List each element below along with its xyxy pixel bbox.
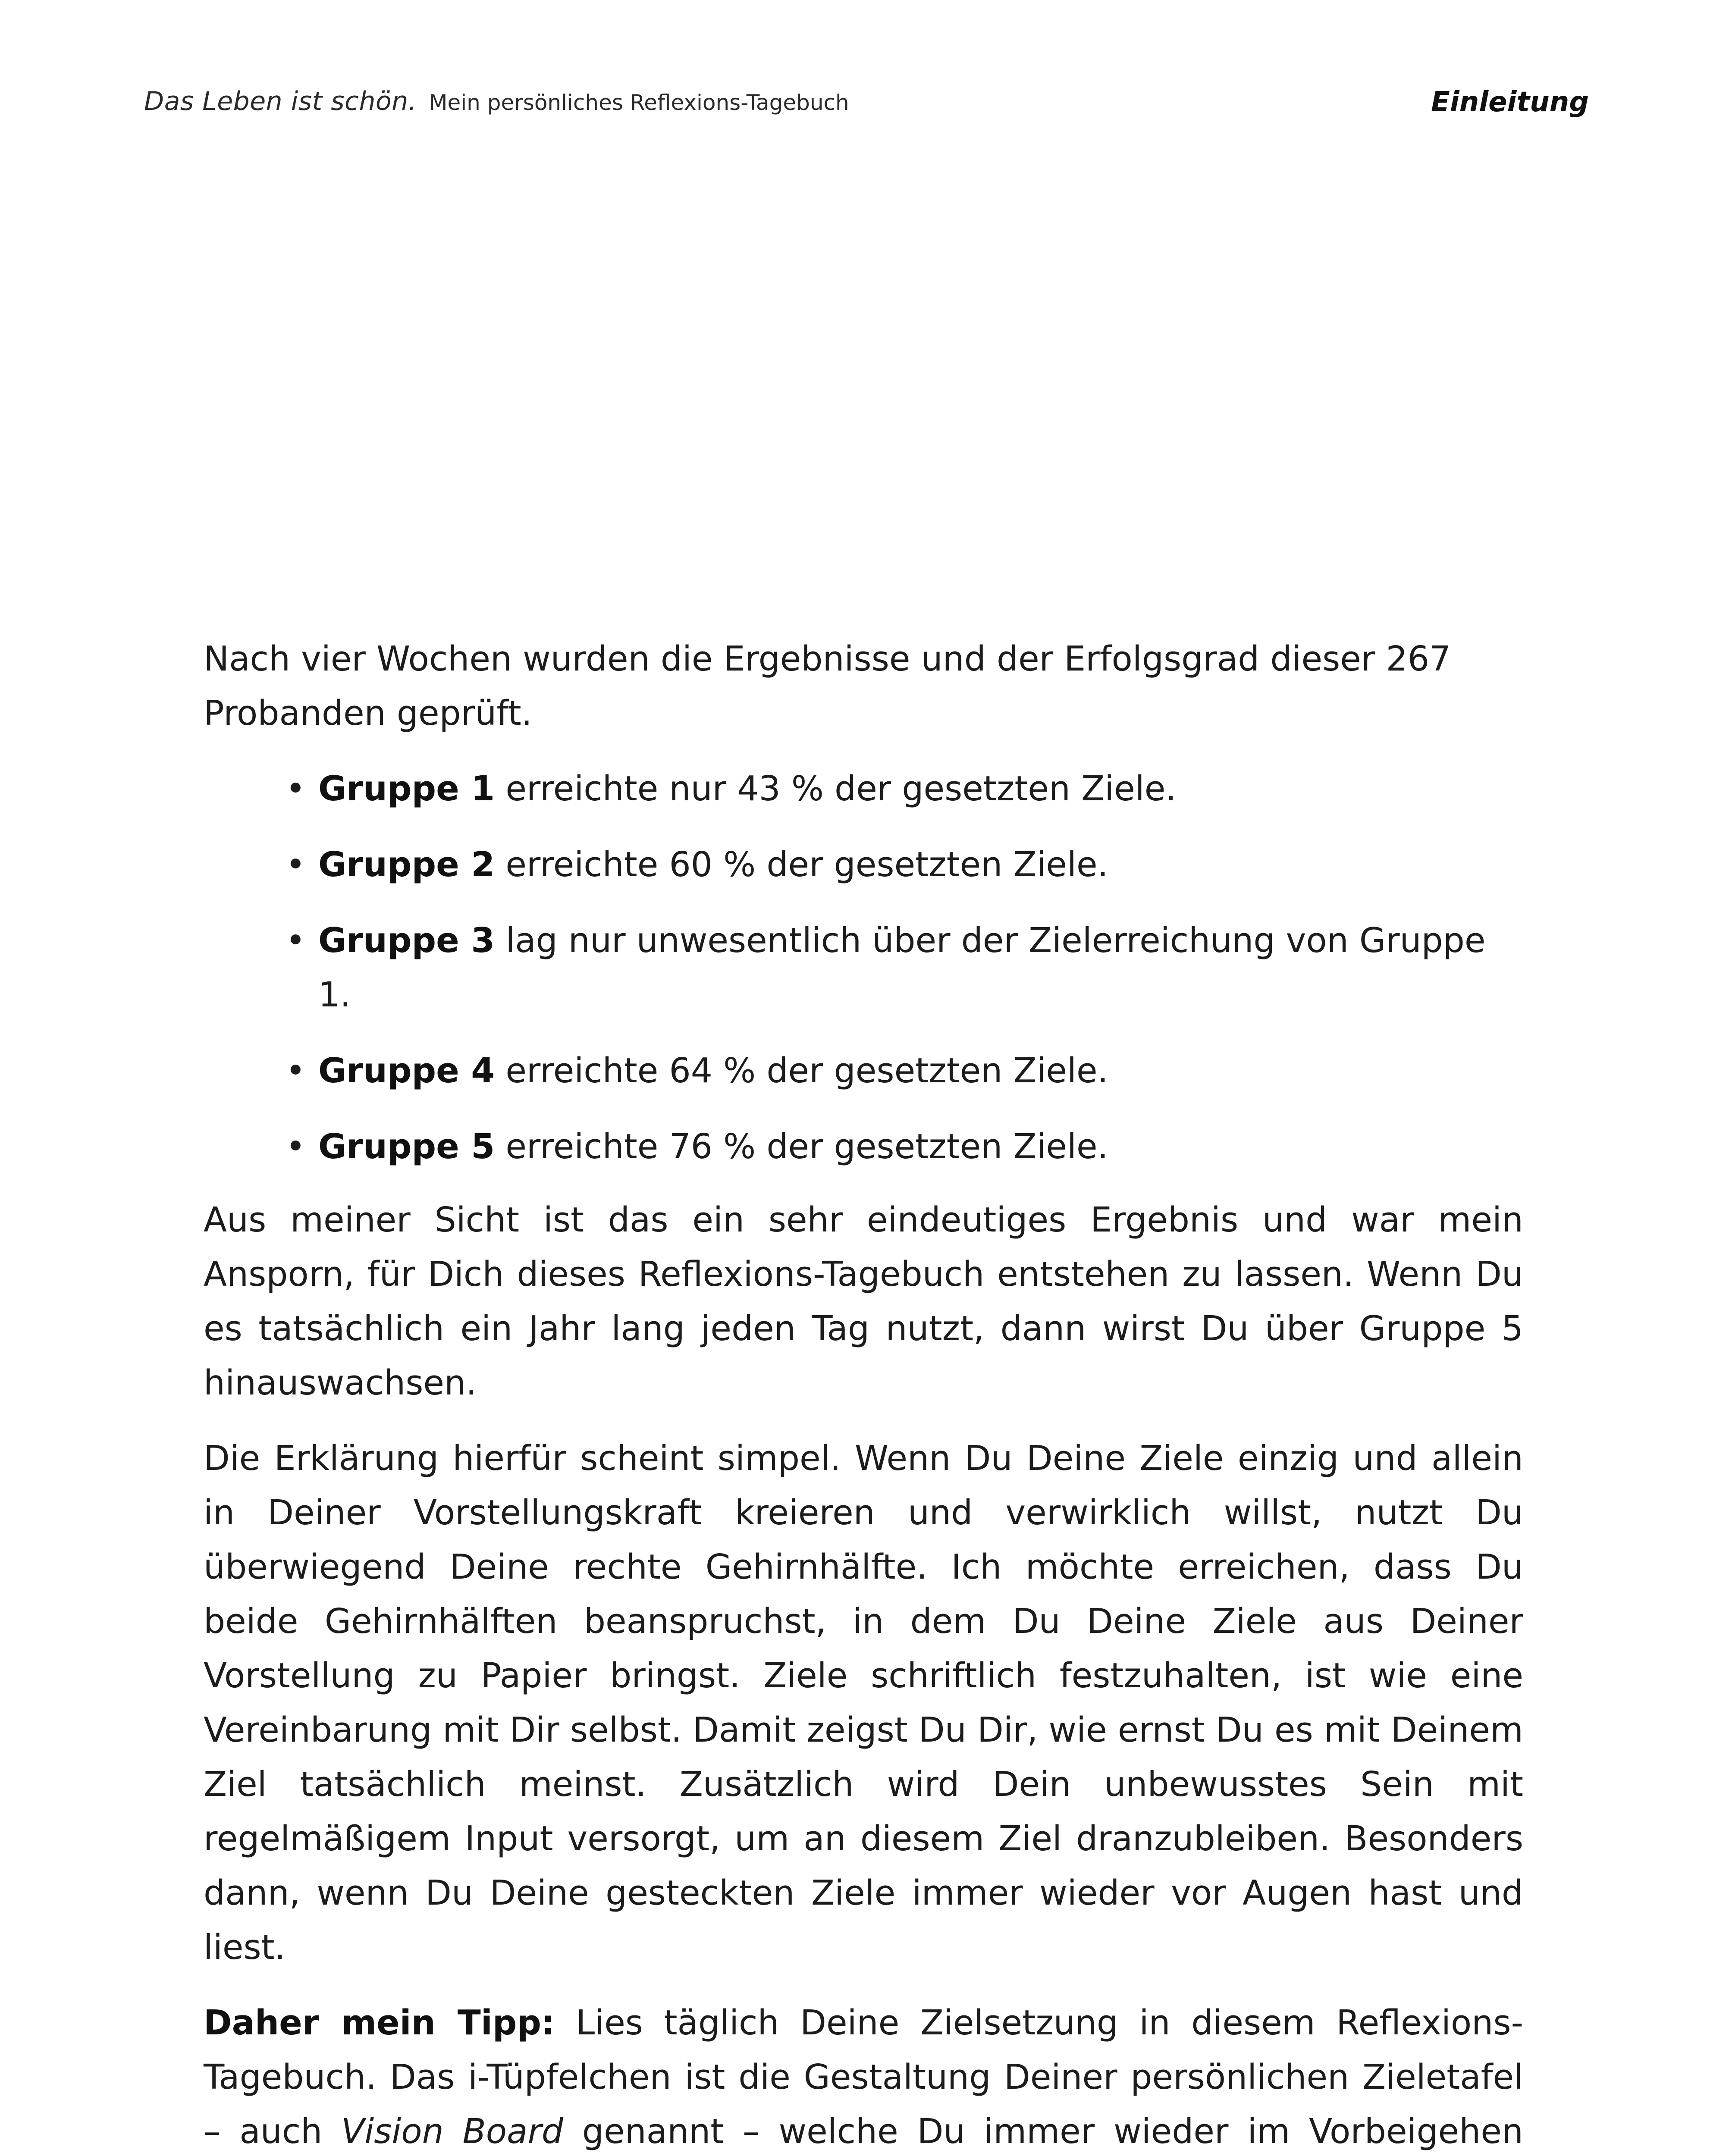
bullet-mark: • (286, 1051, 306, 1091)
tip-emphasis: Vision Board (341, 2112, 564, 2151)
header-section-title: Einleitung (1431, 86, 1589, 118)
header-book-title: Das Leben ist schön. (144, 86, 417, 116)
bullet-mark: • (286, 769, 306, 808)
group-label: Gruppe 1 (318, 769, 495, 808)
group-result: erreichte 64 % der gesetzten Ziele. (495, 1051, 1108, 1091)
group-result: lag nur unwesentlich über der Zielerreichung von Gruppe 1. (318, 921, 1486, 1015)
paragraph-tip (204, 1996, 1523, 2156)
group-label: Gruppe 4 (318, 1051, 495, 1091)
intro-paragraph: Nach vier Wochen wurden die Ergebnisse und der Erfolgsgrad dieser 267 Probanden geprüft. (204, 639, 1451, 733)
list-item (286, 913, 1523, 1022)
header-book-info (144, 86, 849, 116)
bullet-mark: • (286, 845, 306, 884)
group-result: erreichte nur 43 % der gesetzten Ziele. (495, 769, 1177, 808)
paragraph-explanation: Die Erklärung hierfür scheint simpel. Wenn Du Deine Ziele einzig und allein in Deiner Vorstellungskraft kreieren und verwirklich willst, nutzt Du überwiegend Deine rechte Gehirnhälfte. Ich möchte erreichen, dass Du beide Gehirnhälften beanspruchst, in dem Du Deine Ziele aus Deiner Vorstellung zu Papier bringst. Ziele schriftlich festzuhalten, ist wie eine Vereinbarung mit Dir selbst. Damit zeigst Du Dir, wie ernst Du es mit Deinem Ziel tatsächlich meinst. Zusätzlich wird Dein unbewusstes Sein mit regelmäßigem Input versorgt, um an diesem Ziel dranzubleiben. Besonders dann, wenn Du Deine gesteckten Ziele immer wieder vor Augen hast und liest. (204, 1438, 1523, 1967)
group-label: Gruppe 3 (318, 921, 495, 960)
tip-label: Daher mein Tipp: (204, 2003, 555, 2043)
tip-text-start: Lies täglich Deine Zielsetzung in diesem Reflexions-Tagebuch. Das i-Tüpfelchen ist die Gestaltung Deiner persönlichen Zieletafel – auch (204, 2003, 1523, 2151)
body-text (204, 632, 1523, 2156)
bullet-mark: • (286, 1127, 306, 1166)
list-item (286, 837, 1523, 892)
list-item (286, 1119, 1523, 1174)
running-header (144, 86, 1589, 121)
header-book-subtitle: Mein persönliches Reflexions-Tagebuch (429, 90, 849, 115)
tip-text-end: genannt – welche Du immer wieder im Vorbeigehen (582, 2112, 1523, 2151)
list-item (286, 1044, 1523, 1098)
group-label: Gruppe 5 (318, 1127, 495, 1166)
paragraph-result: Aus meiner Sicht ist das ein sehr eindeutiges Ergebnis und war mein Ansporn, für Dich dieses Reflexions-Tagebuch entstehen zu lassen. Wenn Du es tatsächlich ein Jahr lang jeden Tag nutzt, dann wirst Du über Gruppe 5 hinauswachsen. (204, 1200, 1523, 1403)
group-result: erreichte 76 % der gesetzten Ziele. (495, 1127, 1108, 1166)
bullet-mark: • (286, 921, 306, 960)
list-item (286, 761, 1523, 816)
group-label: Gruppe 2 (318, 845, 495, 884)
group-result: erreichte 60 % der gesetzten Ziele. (495, 845, 1108, 884)
results-list (204, 761, 1523, 1174)
